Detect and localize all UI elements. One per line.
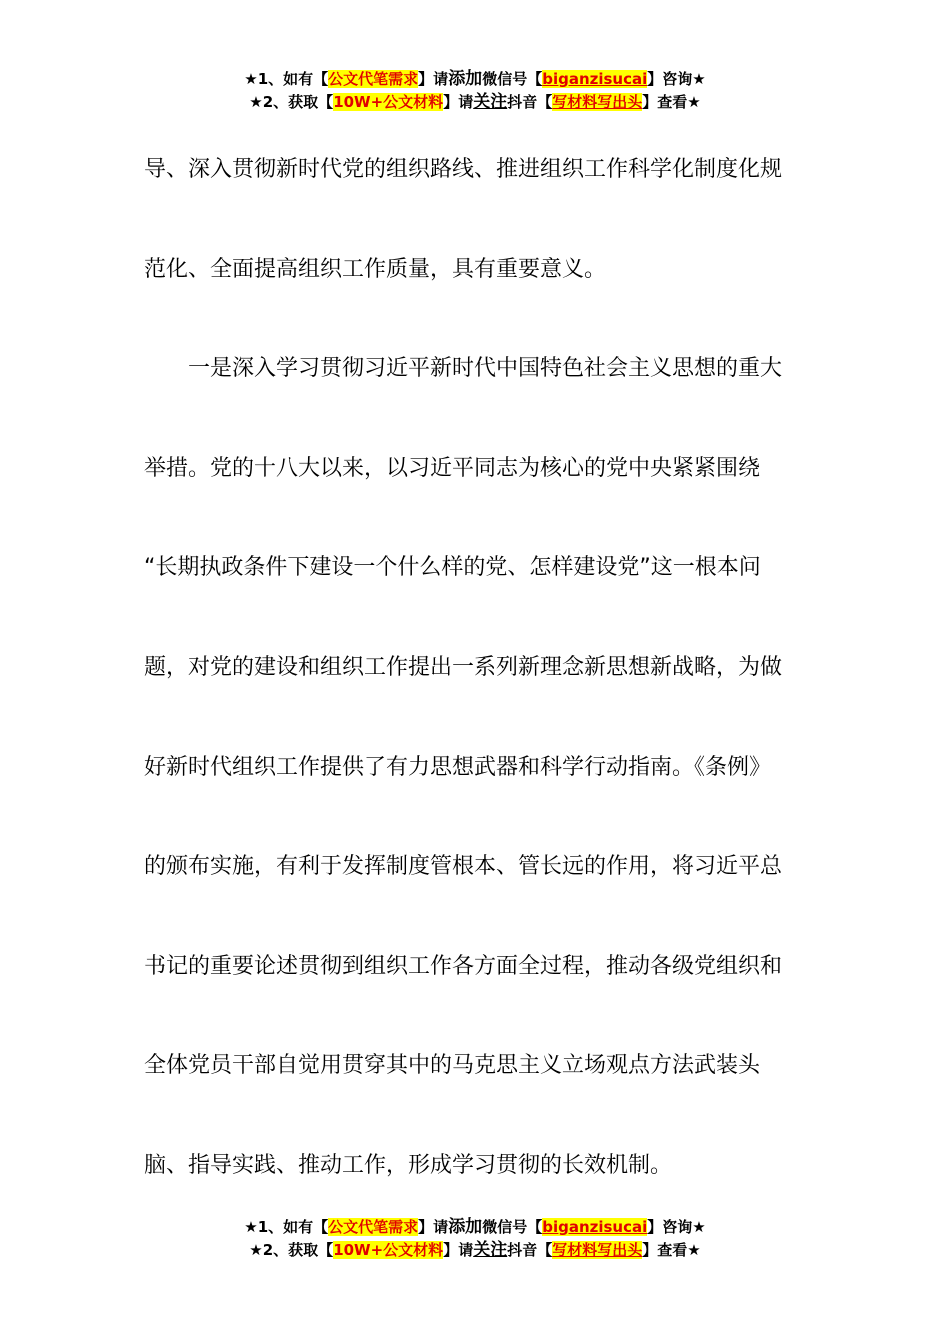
highlight-service: 公文代笔需求 <box>328 1218 419 1236</box>
highlight-douyin-account: 写材料写出头 <box>552 1241 643 1259</box>
highlight-materials: 10W+公文材料 <box>333 93 444 111</box>
header-banner <box>0 68 950 114</box>
banner-text: 】请 <box>443 1241 474 1259</box>
banner-text: 】请 <box>443 93 474 111</box>
banner-text: ★1、如有【 <box>244 1218 329 1236</box>
banner-text: 微信号【 <box>482 1218 543 1236</box>
body-line: 脑、指导实践、推动工作，形成学习贯彻的长效机制。 <box>144 1152 673 1178</box>
body-line: 书记的重要论述贯彻到组织工作各方面全过程，推动各级党组织和 <box>144 953 783 979</box>
document-body <box>144 120 804 1216</box>
emphasis-follow: 关注 <box>473 1240 508 1260</box>
emphasis-add: 添加 <box>448 69 483 89</box>
emphasis-add: 添加 <box>448 1217 483 1237</box>
highlight-service: 公文代笔需求 <box>328 70 419 88</box>
banner-text: 抖音【 <box>507 1241 553 1259</box>
banner-text: 微信号【 <box>482 70 543 88</box>
banner-text: 】请 <box>418 70 449 88</box>
highlight-wechat-id: biganzisucai <box>542 1218 648 1236</box>
banner-text: 】咨询★ <box>647 1218 706 1236</box>
body-line: “长期执政条件下建设一个什么样的党、怎样建设党”这一根本问 <box>144 555 761 581</box>
footer-banner <box>0 1216 950 1262</box>
body-line: 举措。党的十八大以来，以习近平同志为核心的党中央紧紧围绕 <box>144 455 761 481</box>
banner-line-2 <box>0 91 950 114</box>
banner-line-1 <box>0 1216 950 1239</box>
highlight-materials: 10W+公文材料 <box>333 1241 444 1259</box>
body-line: 好新时代组织工作提供了有力思想武器和科学行动指南。《条例》 <box>144 754 772 780</box>
banner-text: 】咨询★ <box>647 70 706 88</box>
body-line: 范化、全面提高组织工作质量，具有重要意义。 <box>144 256 607 282</box>
banner-text: ★2、获取【 <box>249 1241 334 1259</box>
body-line: 题，对党的建设和组织工作提出一系列新理念新思想新战略，为做 <box>144 654 783 680</box>
highlight-wechat-id: biganzisucai <box>542 70 648 88</box>
banner-text: 】查看★ <box>642 1241 701 1259</box>
body-line: 的颁布实施，有利于发挥制度管根本、管长远的作用，将习近平总 <box>144 854 783 880</box>
banner-text: 】请 <box>418 1218 449 1236</box>
banner-line-2 <box>0 1239 950 1262</box>
body-line: 全体党员干部自觉用贯穿其中的马克思主义立场观点方法武装头 <box>144 1053 761 1079</box>
emphasis-follow: 关注 <box>473 92 508 112</box>
banner-text: ★2、获取【 <box>249 93 334 111</box>
highlight-douyin-account: 写材料写出头 <box>552 93 643 111</box>
banner-text: ★1、如有【 <box>244 70 329 88</box>
body-line: 一是深入学习贯彻习近平新时代中国特色社会主义思想的重大 <box>144 356 783 382</box>
banner-text: 】查看★ <box>642 93 701 111</box>
body-line: 导、深入贯彻新时代党的组织路线、推进组织工作科学化制度化规 <box>144 157 783 182</box>
banner-text: 抖音【 <box>507 93 553 111</box>
banner-line-1 <box>0 68 950 91</box>
